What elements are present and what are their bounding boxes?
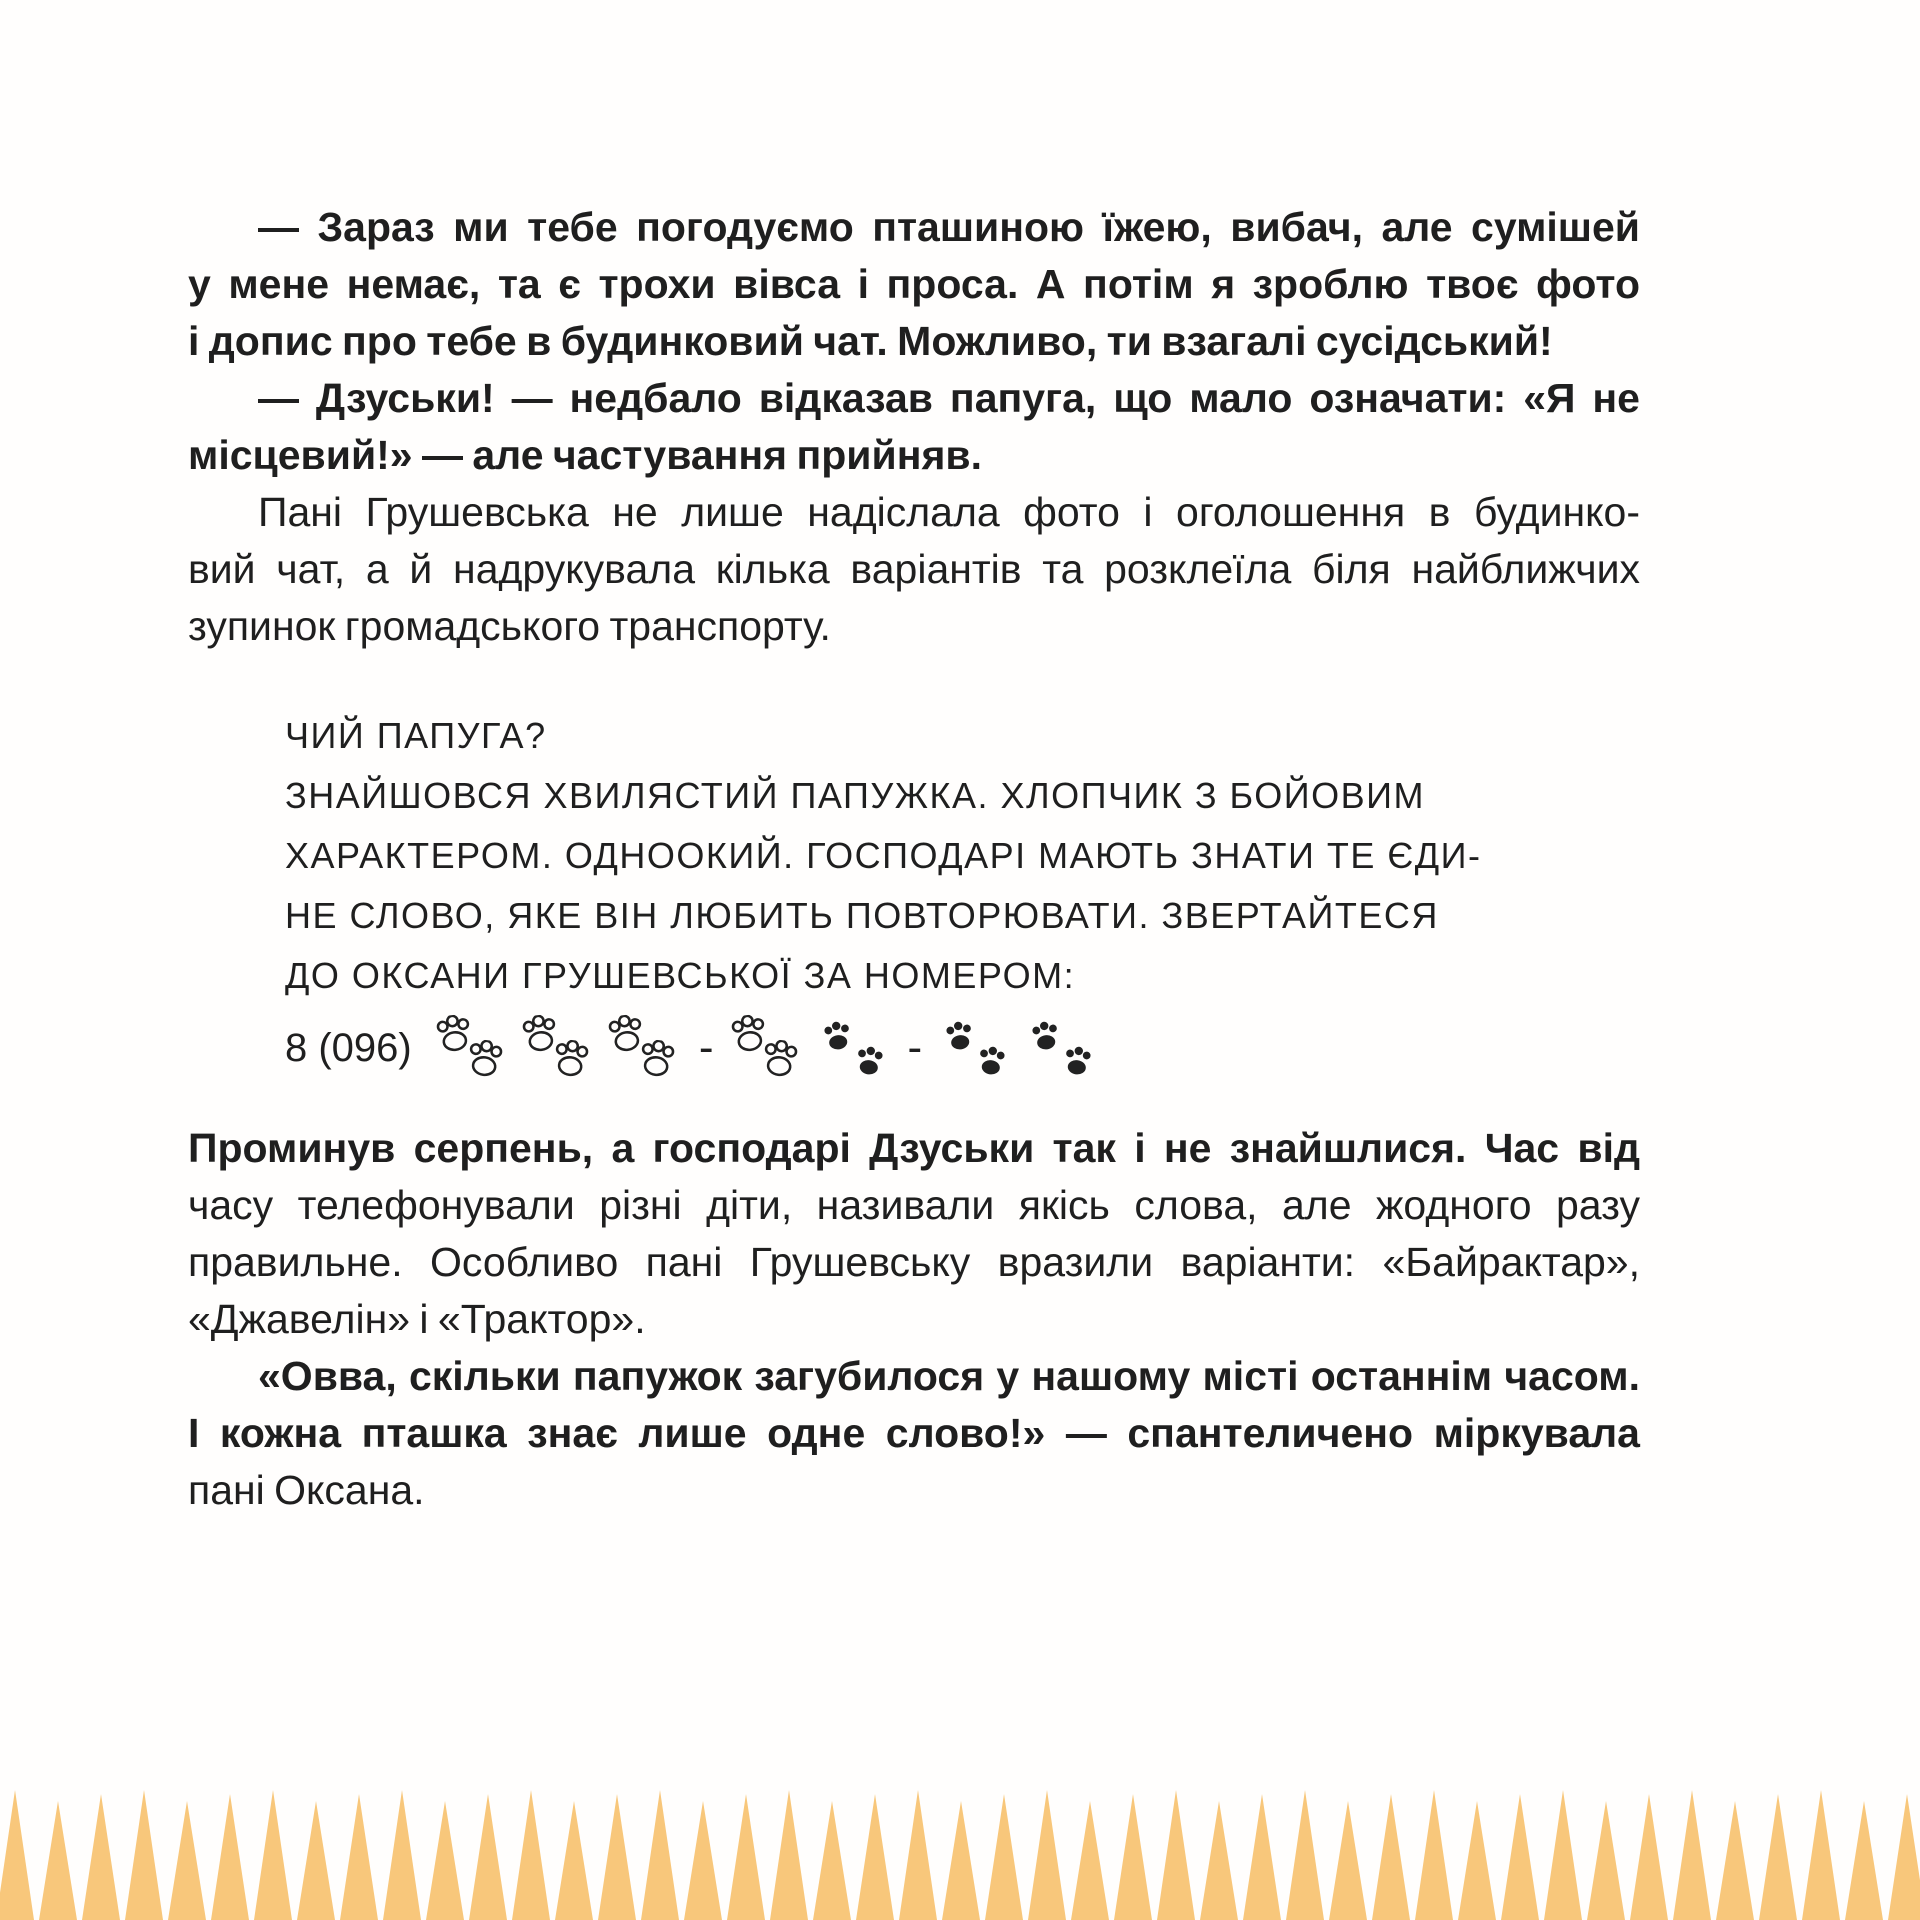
paw-print-icon [942, 1019, 977, 1054]
text-line: «Джавелін» і «Трактор». [188, 1296, 646, 1342]
text-line: Проминув серпень, а господарі Дзуськи так і не знайшлися. Час від [188, 1125, 1640, 1171]
paw-pair [938, 1013, 1012, 1083]
paw-print-icon [758, 1038, 800, 1080]
text-line: часу телефонували різні діти, називали якісь слова, але жодного разу [188, 1182, 1640, 1228]
text-line: «Овва, скільки папужок загубилося у нашому місті останнім часом. [258, 1353, 1640, 1399]
text-line: — Дзуськи! — недбало відказав папуга, що мало означати: «Я не [258, 375, 1640, 421]
text-line: пані Оксана. [188, 1467, 425, 1513]
text-line: І кожна пташка знає лише одне слово!» — спантеличено міркувала [188, 1410, 1640, 1456]
paw-print-icon [1028, 1019, 1063, 1054]
paw-pair [607, 1013, 681, 1083]
paw-pair [521, 1013, 595, 1083]
story-paragraph [188, 1120, 1640, 1348]
lost-parrot-notice [188, 706, 1640, 1086]
paw-print-icon [636, 1038, 678, 1080]
paw-print-icon [852, 1044, 887, 1079]
text-line: — Зараз ми тебе погодуємо пташиною їжею, вибач, але сумішей [258, 204, 1640, 250]
phone-prefix: 8 (096) [285, 1026, 423, 1070]
paw-print-icon [820, 1019, 855, 1054]
text-line: і допис про тебе в будинковий чат. Можливо, ти взагалі сусідський! [188, 318, 1553, 364]
paw-pair [1024, 1013, 1098, 1083]
text-line: ЧИЙ ПАПУГА? [285, 715, 547, 756]
paw-pair [435, 1013, 509, 1083]
paw-print-icon [974, 1044, 1009, 1079]
paw-print-icon [1060, 1044, 1095, 1079]
story-paragraph [188, 199, 1640, 370]
text-line: ХАРАКТЕРОМ. ОДНООКИЙ. ГОСПОДАРІ МАЮТЬ ЗНАТИ ТЕ ЄДИ- [285, 835, 1482, 876]
story-paragraph [188, 370, 1640, 484]
paw-print-icon [464, 1038, 506, 1080]
phone-number [285, 1010, 1640, 1086]
zigzag-border-decoration [0, 1788, 1920, 1920]
paw-pair [730, 1013, 804, 1083]
text-line: зупинок громадського транспорту. [188, 603, 831, 649]
text-line: у мене немає, та є трохи вівса і проса. А потім я зроблю твоє фото [188, 261, 1640, 307]
text-line: ЗНАЙШОВСЯ ХВИЛЯСТИЙ ПАПУЖКА. ХЛОПЧИК З БОЙОВИМ [285, 775, 1426, 816]
story-paragraph [188, 1348, 1640, 1519]
text-line: ДО ОКСАНИ ГРУШЕВСЬКОЇ ЗА НОМЕРОМ: [285, 955, 1076, 996]
story-text [188, 199, 1640, 1519]
text-line: місцевий!» — але частування прийняв. [188, 432, 983, 478]
phone-dash: - [907, 1023, 923, 1072]
paw-print-icon [550, 1038, 592, 1080]
text-line: правильне. Особливо пані Грушевську вразили варіанти: «Байрактар», [188, 1239, 1640, 1285]
text-line: НЕ СЛОВО, ЯКЕ ВІН ЛЮБИТЬ ПОВТОРЮВАТИ. ЗВЕРТАЙТЕСЯ [285, 895, 1439, 936]
story-paragraph [188, 484, 1640, 655]
phone-dash: - [698, 1023, 714, 1072]
paw-pair [816, 1013, 890, 1083]
text-line: вий чат, а й надрукувала кілька варіантів та розклеїла біля найближчих [188, 546, 1640, 592]
text-line: Пані Грушевська не лише надіслала фото і оголошення в будинко- [258, 489, 1640, 535]
